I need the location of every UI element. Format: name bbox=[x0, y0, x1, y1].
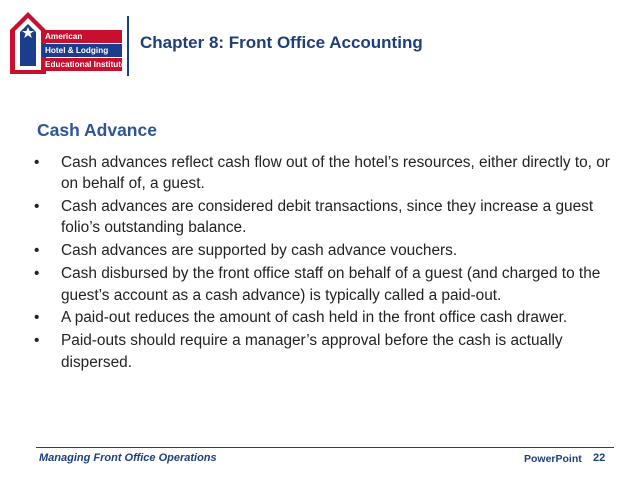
bullet-icon: • bbox=[34, 242, 40, 260]
logo-line-3: Educational Institute bbox=[42, 58, 122, 71]
bullet-item bbox=[32, 330, 628, 373]
bullet-item bbox=[32, 240, 628, 261]
bullet-icon: • bbox=[34, 198, 40, 216]
logo-wordmark bbox=[42, 30, 126, 72]
footer-book-title: Managing Front Office Operations bbox=[39, 452, 217, 464]
header-divider bbox=[127, 16, 129, 76]
bullet-icon: • bbox=[34, 332, 40, 350]
page-number: 22 bbox=[593, 452, 606, 464]
bullet-item bbox=[32, 307, 628, 328]
bullet-item bbox=[32, 263, 628, 306]
logo-line-2: Hotel & Lodging bbox=[42, 44, 122, 57]
bullet-item bbox=[32, 152, 628, 195]
bullet-text: Cash advances are considered debit transactions, since they increase a guest folio’s outstanding balance. bbox=[61, 198, 594, 237]
footer-rule bbox=[36, 447, 614, 448]
bullet-text: Cash advances reflect cash flow out of the hotel’s resources, either directly to, or on behalf of, a guest. bbox=[61, 154, 610, 193]
logo-line-1: American bbox=[42, 30, 122, 43]
bullet-item bbox=[32, 196, 628, 239]
footer-app-label: PowerPoint bbox=[524, 453, 582, 465]
bullet-text: Paid-outs should require a manager’s approval before the cash is actually dispersed. bbox=[61, 332, 563, 371]
bullet-icon: • bbox=[34, 154, 40, 171]
bullet-text: Cash advances are supported by cash advance vouchers. bbox=[61, 242, 458, 260]
slide-title: Cash Advance bbox=[37, 120, 157, 140]
chapter-title: Chapter 8: Front Office Accounting bbox=[140, 33, 423, 52]
bullet-list bbox=[32, 152, 628, 375]
bullet-text: Cash disbursed by the front office staff on behalf of a guest (and charged to the guest’s account as a cash advance) is typically called a paid-out. bbox=[61, 265, 601, 304]
bullet-icon: • bbox=[34, 309, 40, 327]
ahlei-logo bbox=[8, 10, 126, 76]
bullet-icon: • bbox=[34, 265, 40, 283]
bullet-text: A paid-out reduces the amount of cash held in the front office cash drawer. bbox=[61, 309, 568, 327]
